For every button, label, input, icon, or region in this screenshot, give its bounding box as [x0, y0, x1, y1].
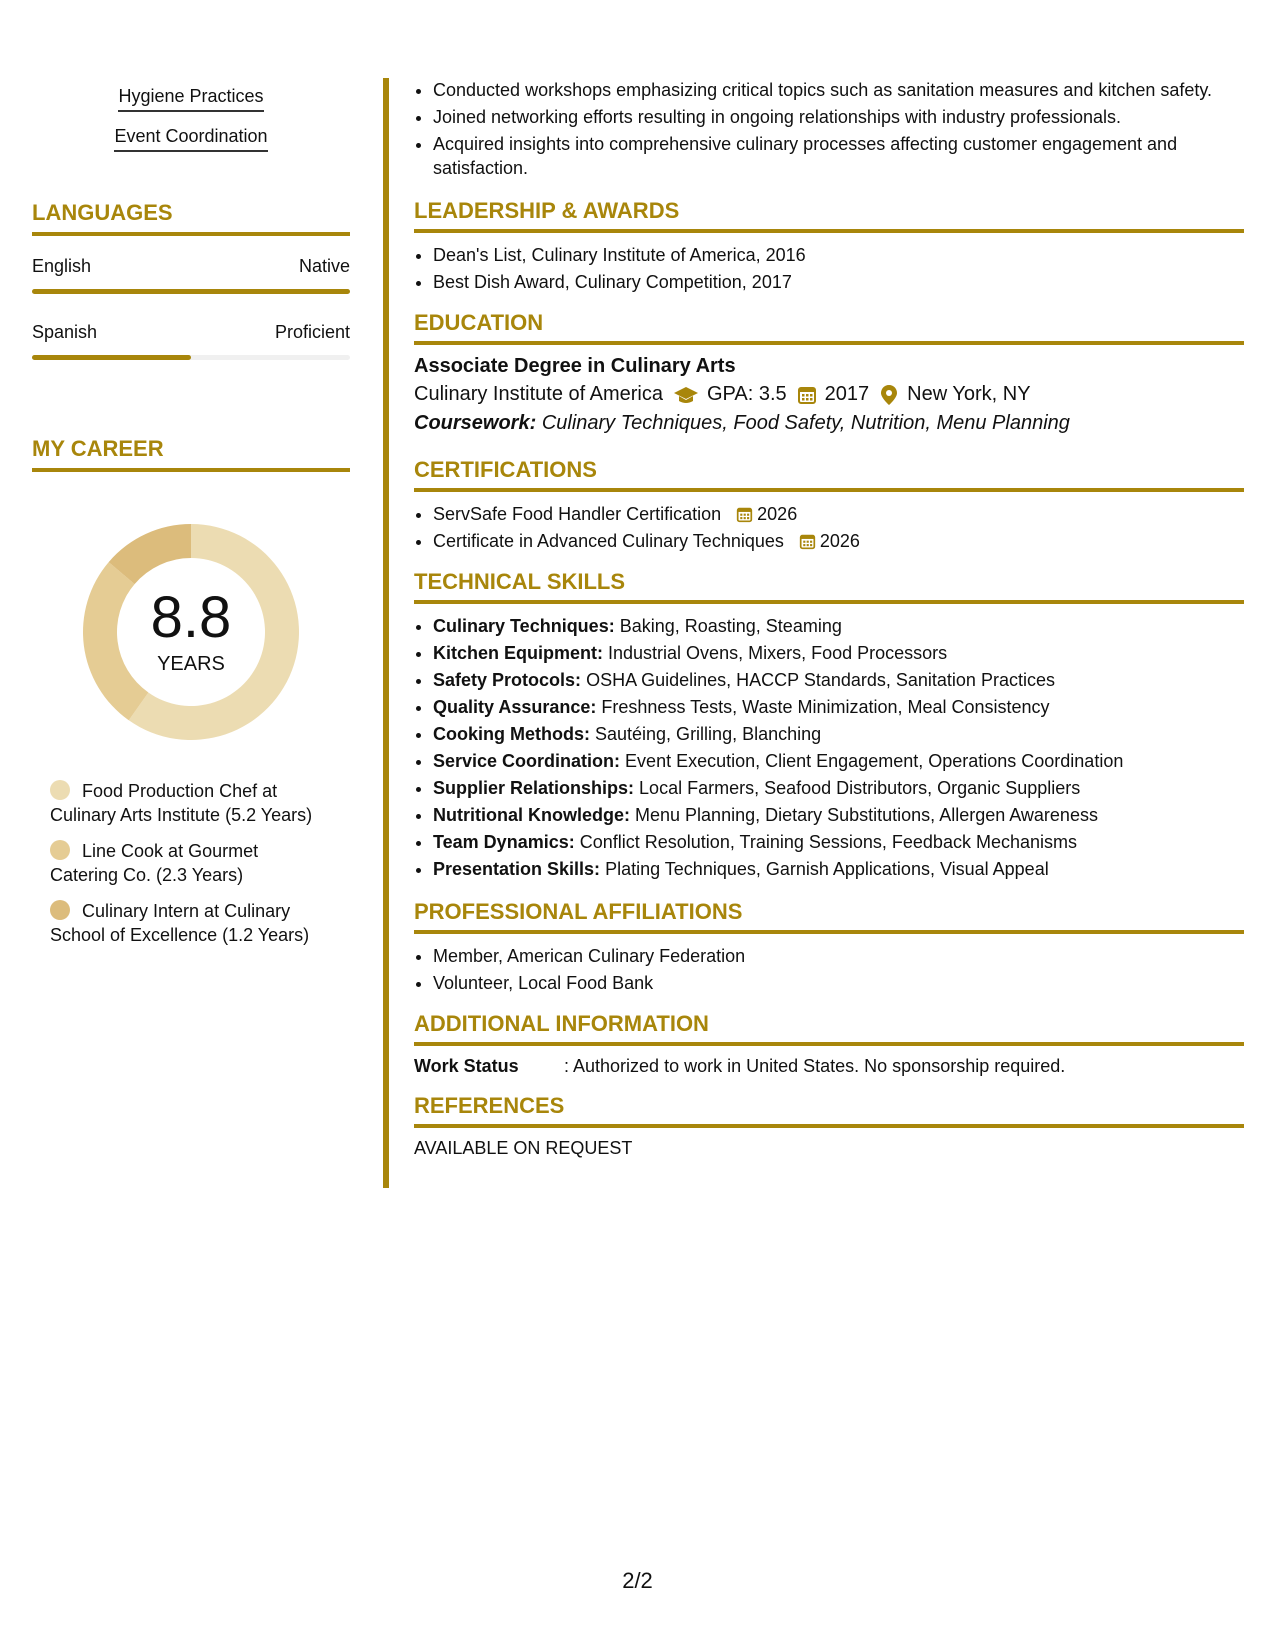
affiliations-heading: PROFESSIONAL AFFILIATIONS — [414, 899, 1244, 934]
education-details — [414, 383, 1244, 406]
list-item — [433, 695, 1244, 719]
list-item — [433, 830, 1244, 854]
skill-label: Quality Assurance: — [433, 697, 597, 717]
skill-tag: Hygiene Practices — [118, 86, 263, 112]
location: New York, NY — [907, 383, 1031, 405]
skill-tag: Event Coordination — [114, 126, 267, 152]
list-item — [433, 776, 1244, 800]
skill-label: Kitchen Equipment: — [433, 643, 603, 663]
languages-heading: LANGUAGES — [32, 200, 350, 236]
coursework — [414, 412, 1244, 435]
affiliations-list — [414, 944, 1244, 995]
list-item — [433, 803, 1244, 827]
references-heading: REFERENCES — [414, 1093, 1244, 1128]
career-item — [32, 899, 320, 947]
list-item: • Volunteer, Local Food Bank — [433, 971, 1244, 995]
language-bar-fill — [32, 355, 191, 360]
certifications-list — [414, 502, 1244, 553]
calendar-icon — [736, 506, 753, 523]
list-item — [433, 529, 1244, 553]
coursework-label: Coursework: — [414, 412, 537, 434]
skill-label: Cooking Methods: — [433, 724, 590, 744]
certifications-heading: CERTIFICATIONS — [414, 457, 1244, 492]
school-name: Culinary Institute of America — [414, 383, 663, 405]
legend-dot — [50, 840, 70, 860]
skill-value: Plating Techniques, Garnish Applications, Visual Appeal — [605, 859, 1049, 879]
skill-value: Sautéing, Grilling, Blanching — [595, 724, 822, 744]
language-bar — [32, 289, 350, 294]
skill-label: Team Dynamics: — [433, 832, 575, 852]
location-pin-icon — [879, 384, 899, 406]
list-item: • Conducted workshops emphasizing critical topics such as sanitation measures and kitchen safety. — [433, 78, 1244, 102]
language-bar — [32, 355, 350, 360]
graduation-cap-icon — [673, 385, 699, 405]
left-column — [32, 78, 350, 959]
career-item-text: Food Production Chef at Culinary Arts Institute (5.2 Years) — [50, 781, 313, 825]
right-column — [414, 78, 1244, 1159]
experience-bullets — [414, 78, 1244, 180]
column-divider — [383, 78, 389, 1188]
career-unit: YEARS — [157, 653, 225, 675]
career-heading: MY CAREER — [32, 436, 350, 472]
legend-dot — [50, 900, 70, 920]
certification-year: 2026 — [757, 504, 798, 524]
references-text: AVAILABLE ON REQUEST — [414, 1138, 633, 1158]
certification-name: Certificate in Advanced Culinary Techniques — [433, 531, 784, 551]
list-item: • Dean's List, Culinary Institute of America, 2016 — [433, 243, 1244, 267]
career-item — [32, 779, 320, 827]
skill-value: Event Execution, Client Engagement, Operations Coordination — [625, 751, 1124, 771]
degree-title: Associate Degree in Culinary Arts — [414, 355, 736, 377]
list-item: • Member, American Culinary Federation — [433, 944, 1244, 968]
gpa: GPA: 3.5 — [707, 383, 787, 405]
skill-value: OSHA Guidelines, HACCP Standards, Sanitation Practices — [586, 670, 1055, 690]
skill-label: Culinary Techniques: — [433, 616, 615, 636]
list-item: • Best Dish Award, Culinary Competition, 2017 — [433, 270, 1244, 294]
career-legend — [32, 779, 350, 947]
list-item — [433, 614, 1244, 638]
list-item — [433, 857, 1244, 881]
career-item — [32, 839, 320, 887]
coursework-list: Culinary Techniques, Food Safety, Nutrition, Menu Planning — [541, 412, 1070, 434]
career-donut-chart — [76, 517, 306, 747]
technical-skills-heading: TECHNICAL SKILLS — [414, 569, 1244, 604]
skill-value: Freshness Tests, Waste Minimization, Meal Consistency — [601, 697, 1050, 717]
work-status-row — [414, 1056, 1244, 1077]
list-item: • Acquired insights into comprehensive culinary processes affecting customer engagement and satisfaction. — [433, 132, 1244, 180]
list-item — [433, 641, 1244, 665]
skill-label: Supplier Relationships: — [433, 778, 635, 798]
page-number: 2/2 — [622, 1568, 653, 1593]
leadership-heading: LEADERSHIP & AWARDS — [414, 198, 1244, 233]
skill-label: Presentation Skills: — [433, 859, 601, 879]
career-total: 8.8 — [150, 585, 232, 650]
education-heading: EDUCATION — [414, 310, 1244, 345]
language-item — [32, 322, 350, 360]
list-item — [433, 722, 1244, 746]
language-level: Proficient — [274, 322, 350, 342]
calendar-icon — [799, 533, 816, 550]
skill-value: Menu Planning, Dietary Substitutions, Allergen Awareness — [635, 805, 1098, 825]
list-item — [433, 502, 1244, 526]
language-name: Spanish — [32, 322, 98, 342]
list-item — [433, 668, 1244, 692]
career-item-text: Culinary Intern at Culinary School of Excellence (1.2 Years) — [50, 901, 310, 945]
certification-year: 2026 — [819, 531, 860, 551]
skill-label: Safety Protocols: — [433, 670, 582, 690]
work-status-value: : Authorized to work in United States. No sponsorship required. — [564, 1056, 1066, 1076]
list-item — [433, 749, 1244, 773]
calendar-icon — [797, 385, 817, 405]
skill-value: Conflict Resolution, Training Sessions, Feedback Mechanisms — [579, 832, 1077, 852]
skill-value: Baking, Roasting, Steaming — [619, 616, 842, 636]
language-item — [32, 256, 350, 294]
list-item: • Joined networking efforts resulting in ongoing relationships with industry professionals. — [433, 105, 1244, 129]
additional-info-heading: ADDITIONAL INFORMATION — [414, 1011, 1244, 1046]
career-item-text: Line Cook at Gourmet Catering Co. (2.3 Years) — [50, 841, 259, 885]
language-name: English — [32, 256, 92, 276]
skill-label: Nutritional Knowledge: — [433, 805, 630, 825]
work-status-label: Work Status — [414, 1056, 519, 1076]
language-level: Native — [298, 256, 350, 276]
graduation-year: 2017 — [824, 383, 870, 405]
certification-name: ServSafe Food Handler Certification — [433, 504, 722, 524]
leadership-list — [414, 243, 1244, 294]
legend-dot — [50, 780, 70, 800]
skill-value: Local Farmers, Seafood Distributors, Organic Suppliers — [639, 778, 1081, 798]
skill-value: Industrial Ovens, Mixers, Food Processors — [608, 643, 948, 663]
language-bar-fill — [32, 289, 350, 294]
technical-skills-list — [414, 614, 1244, 881]
skill-label: Service Coordination: — [433, 751, 621, 771]
